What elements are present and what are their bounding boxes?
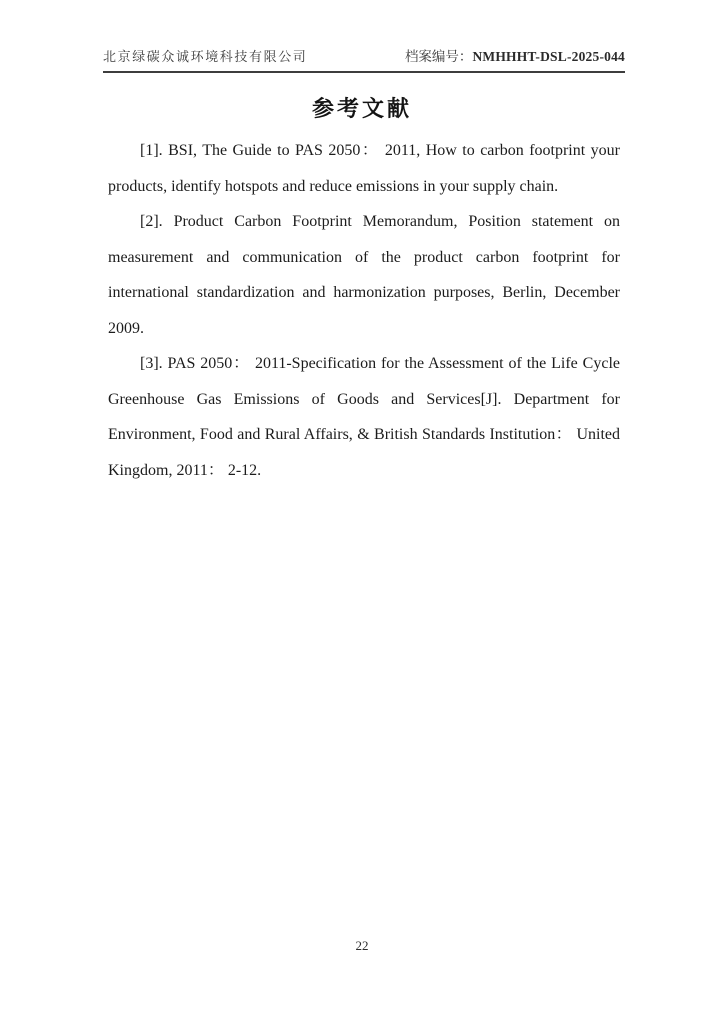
archive-value: NMHHHT-DSL-2025-044 <box>472 49 625 64</box>
page-number: 22 <box>355 938 369 953</box>
archive-number-group <box>405 45 625 65</box>
reference-entry: [3]. PAS 2050： 2011-Specification for the Assessment of the Life Cycle Greenhouse Gas Emissions of Goods and Services[J]. Department for Environment, Food and Rural Affairs, & British Standards Institution： United Kingdom, 2011： 2-12. <box>108 355 620 479</box>
references-title: 参考文献 <box>311 96 412 121</box>
references-list <box>108 133 620 488</box>
reference-entry: [1]. BSI, The Guide to PAS 2050： 2011, How to carbon footprint your products, identify hotspots and reduce emissions in your supply chain. <box>108 142 620 195</box>
page-header <box>103 45 625 73</box>
archive-label: 档案编号： <box>404 49 473 64</box>
company-name: 北京绿碳众诚环境科技有限公司 <box>103 49 308 64</box>
reference-entry: [2]. Product Carbon Footprint Memorandum, Position statement on measurement and communication of the product carbon footprint for international standardization and harmonization purposes, Berlin, December 2009. <box>108 213 620 337</box>
